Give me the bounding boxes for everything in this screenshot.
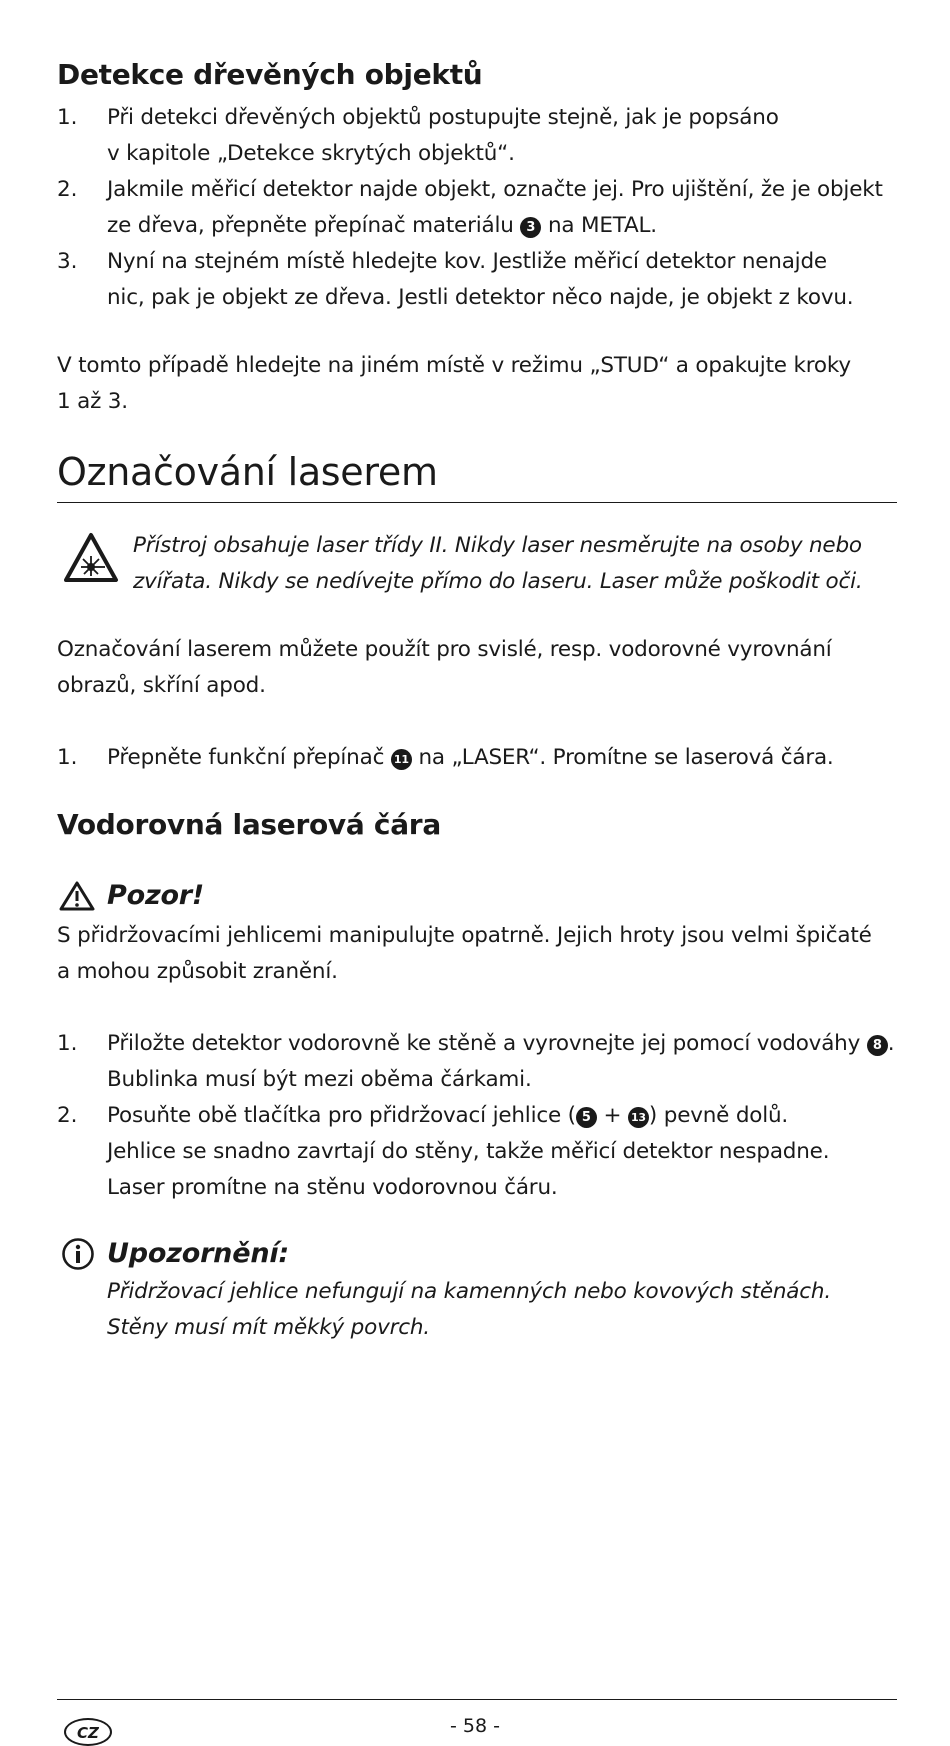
caution-text: a mohou způsobit zranění.: [57, 959, 338, 984]
paragraph-text: V tomto případě hledejte na jiném místě v režimu „STUD“ a opakujte kroky: [57, 353, 851, 378]
caution-text: S přidržovacími jehlicemi manipulujte opatrně. Jejich hroty jsou velmi špičaté: [57, 923, 872, 948]
reference-number-badge: 5: [576, 1107, 597, 1128]
list-item-text: Laser promítne na stěnu vodorovnou čáru.: [107, 1175, 558, 1200]
reference-number-badge: 11: [391, 749, 412, 770]
warning-text: Přístroj obsahuje laser třídy II. Nikdy laser nesměrujte na osoby nebo: [133, 533, 862, 558]
list-item-text: [107, 1026, 894, 1062]
list-item-text: [107, 740, 834, 776]
laser-warning-icon: [63, 532, 119, 588]
list-item-text: nic, pak je objekt ze dřeva. Jestli detektor něco najde, je objekt z kovu.: [107, 285, 854, 310]
list-item-text: Jakmile měřicí detektor najde objekt, označte jej. Pro ujištění, že je objekt: [107, 177, 883, 202]
paragraph-text: Označování laserem můžete použít pro svislé, resp. vodorovné vyrovnání: [57, 637, 832, 662]
notice-text: Stěny musí mít měkký povrch.: [107, 1315, 430, 1340]
footer-divider: [57, 1699, 897, 1700]
text-fragment: Přiložte detektor vodorovně ke stěně a vyrovnejte jej pomocí vodováhy: [107, 1031, 861, 1056]
text-fragment: na METAL.: [547, 213, 657, 238]
text-fragment: ) pevně dolů.: [648, 1103, 789, 1128]
reference-number-badge: 3: [520, 217, 541, 238]
text-fragment: na „LASER“. Promítne se laserová čára.: [418, 745, 834, 770]
section-heading-laser-marking: Označování laserem: [57, 450, 438, 494]
section-heading-horizontal-laser: Vodorovná laserová čára: [57, 808, 441, 841]
text-fragment: Přepněte funkční přepínač: [107, 745, 385, 770]
text-fragment: ze dřeva, přepněte přepínač materiálu: [107, 213, 514, 238]
reference-number-badge: 13: [628, 1107, 649, 1128]
paragraph-text: 1 až 3.: [57, 389, 128, 414]
caution-title: Pozor!: [107, 880, 205, 911]
notice-text: Přidržovací jehlice nefungují na kamenných nebo kovových stěnách.: [107, 1279, 831, 1304]
list-number: 1.: [57, 1031, 78, 1056]
list-number: 2.: [57, 1103, 78, 1128]
list-item-text: [107, 208, 657, 244]
list-number: 1.: [57, 745, 78, 770]
paragraph-text: obrazů, skříní apod.: [57, 673, 266, 698]
section-heading-wood-detection: Detekce dřevěných objektů: [57, 58, 483, 91]
list-item-text: Při detekci dřevěných objektů postupujte stejně, jak je popsáno: [107, 105, 779, 130]
info-icon: [61, 1237, 95, 1275]
reference-number-badge: 8: [867, 1035, 888, 1056]
list-item-text: [107, 1098, 788, 1134]
text-fragment: Posuňte obě tlačítka pro přidržovací jehlice (: [107, 1103, 576, 1128]
page-number: - 58 -: [450, 1715, 500, 1737]
list-number: 2.: [57, 177, 78, 202]
list-number: 1.: [57, 105, 78, 130]
notice-title: Upozornění:: [107, 1238, 289, 1269]
list-number: 3.: [57, 249, 78, 274]
warning-text: zvířata. Nikdy se nedívejte přímo do laseru. Laser může poškodit oči.: [133, 569, 863, 594]
list-item-text: Bublinka musí být mezi oběma čárkami.: [107, 1067, 532, 1092]
country-badge: CZ: [64, 1718, 112, 1746]
caution-icon: [59, 880, 95, 916]
list-item-text: Jehlice se snadno zavrtají do stěny, takže měřicí detektor nespadne.: [107, 1139, 830, 1164]
text-fragment: .: [887, 1031, 895, 1056]
list-item-text: v kapitole „Detekce skrytých objektů“.: [107, 141, 515, 166]
text-fragment: +: [603, 1103, 622, 1128]
heading-divider: [57, 502, 897, 503]
list-item-text: Nyní na stejném místě hledejte kov. Jestliže měřicí detektor nenajde: [107, 249, 827, 274]
